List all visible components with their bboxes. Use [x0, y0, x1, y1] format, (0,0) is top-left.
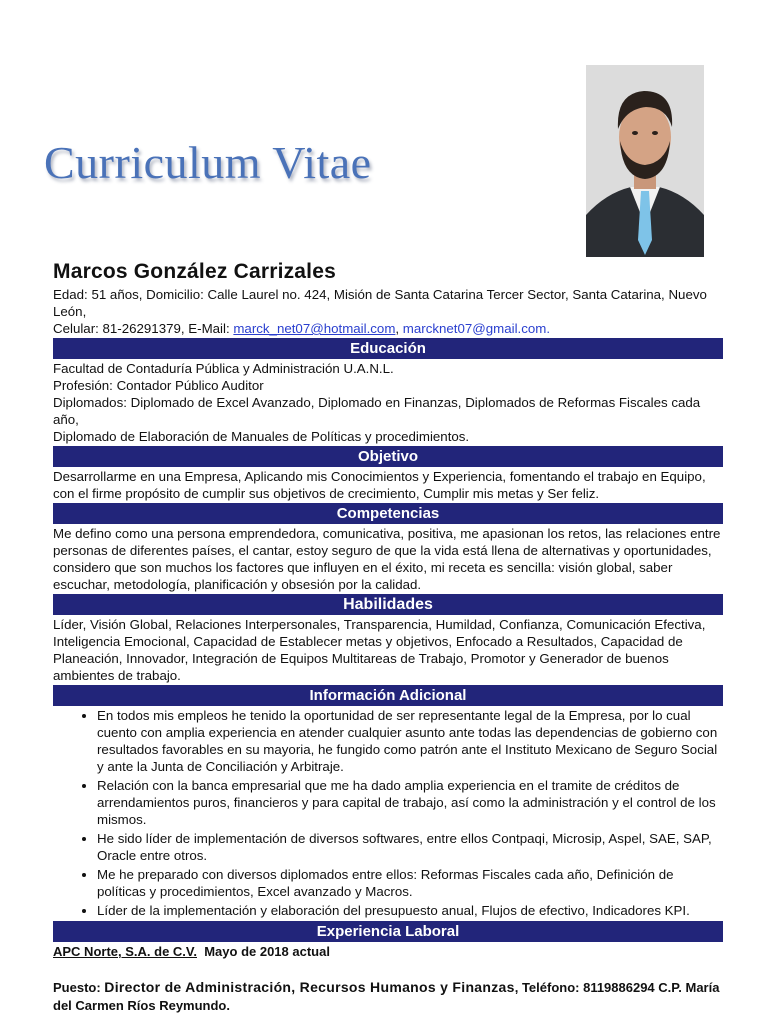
info-adicional-list — [53, 707, 723, 919]
educacion-line: Diplomados: Diplomado de Excel Avanzado, Diplomado en Finanzas, Diplomados de Reformas Fiscales cada año, — [53, 395, 701, 427]
section-header-competencias: Competencias — [53, 503, 723, 524]
job-position-line — [53, 978, 723, 1015]
job-role: Director de Administración, Recursos Humanos y Finanzas — [104, 979, 515, 995]
company-name: APC Norte, S.A. de C.V. — [53, 944, 197, 959]
portrait-image — [586, 65, 704, 257]
section-header-objetivo: Objetivo — [53, 446, 723, 467]
contact-line — [53, 320, 723, 337]
email-link-gmail[interactable]: marcknet07@gmail.com. — [402, 321, 551, 336]
cv-title: Curriculum Vitae — [44, 137, 372, 188]
contact-prefix: Celular: 81-26291379, E-Mail: — [53, 321, 234, 336]
cv-content — [53, 260, 723, 1028]
job-phone-contact: , Teléfono: 8119886294 C.P. María del Carmen Ríos Reymundo. — [53, 980, 720, 1013]
candidate-name: Marcos González Carrizales — [53, 260, 336, 283]
job-company-line — [53, 944, 723, 959]
list-item: • Relación con la banca empresarial que me ha dado amplia experiencia en el tramite de créditos de arrendamientos puros, financieros y para capital de trabajo, así como la administración y el control de los mismos. — [97, 777, 723, 828]
list-item: • En todos mis empleos he tenido la oportunidad de ser representante legal de la Empresa, por lo cual cuento con amplia experiencia en atender cualquier asunto ante todas las dependencias de gobierno con resultados favorables en su mayoria, he fungido como patrón ante el Instituto Mexicano de Seguro Social y ante la Junta de Conciliación y Arbitraje. — [97, 707, 723, 775]
section-header-experiencia: Experiencia Laboral — [53, 921, 723, 942]
educacion-line: Diplomado de Elaboración de Manuales de Políticas y procedimientos. — [53, 429, 470, 444]
section-header-educacion: Educación — [53, 338, 723, 359]
educacion-block — [53, 360, 723, 445]
list-item: • Me he preparado con diversos diplomados entre ellos: Reformas Fiscales cada año, Definición de políticas y procedimientos, Excel avanzado y Macros. — [97, 866, 723, 900]
section-header-habilidades: Habilidades — [53, 594, 723, 615]
list-item: • He sido líder de implementación de diversos softwares, entre ellos Contpaqi, Microsip, Aspel, SAE, SAP, Oracle entre otros. — [97, 830, 723, 864]
objetivo-text: Desarrollarme en una Empresa, Aplicando mis Conocimientos y Experiencia, fomentando el trabajo en Equipo, con el firme propósito de cumplir sus objetivos de crecimiento, Cumplir mis metas y Ser feliz. — [53, 469, 706, 501]
email-link-hotmail[interactable]: marck_net07@hotmail.com — [233, 321, 396, 336]
competencias-text: Me defino como una persona emprendedora, comunicativa, positiva, me apasionan los retos, las relaciones entre personas de diferentes países, el cantar, estoy seguro de que la vida está llena de alternativas y oportunidades, considero que son muchos los factores que influyen en el éxito, mi receta es sencilla: visión global, saber escuchar, metodología, planificación y obsesión por la calidad. — [53, 526, 721, 592]
educacion-line: Facultad de Contaduría Pública y Administración U.A.N.L. — [53, 361, 394, 376]
puesto-label: Puesto: — [53, 980, 105, 995]
profile-photo — [586, 65, 704, 257]
habilidades-text: Líder, Visión Global, Relaciones Interpersonales, Transparencia, Humildad, Confianza, Comunicación Efectiva, Inteligencia Emocional, Capacidad de Establecer metas y objetivos, Enfocado a Resultados, Capacidad de Planeación, Innovador, Integración de Equipos Multitareas de Trabajo, Promotor y Generador de buenos ambientes de trabajo. — [53, 617, 706, 683]
job-date: Mayo de 2018 actual — [197, 944, 330, 959]
section-header-info-adicional: Información Adicional — [53, 685, 723, 706]
personal-info-line: Edad: 51 años, Domicilio: Calle Laurel no. 424, Misión de Santa Catarina Tercer Sector, Santa Catarina, Nuevo León, — [53, 287, 707, 319]
email-separator: , — [395, 321, 403, 336]
educacion-line: Profesión: Contador Público Auditor — [53, 378, 264, 393]
list-item: • Líder de la implementación y elaboración del presupuesto anual, Flujos de efectivo, Indicadores KPI. — [97, 902, 723, 919]
